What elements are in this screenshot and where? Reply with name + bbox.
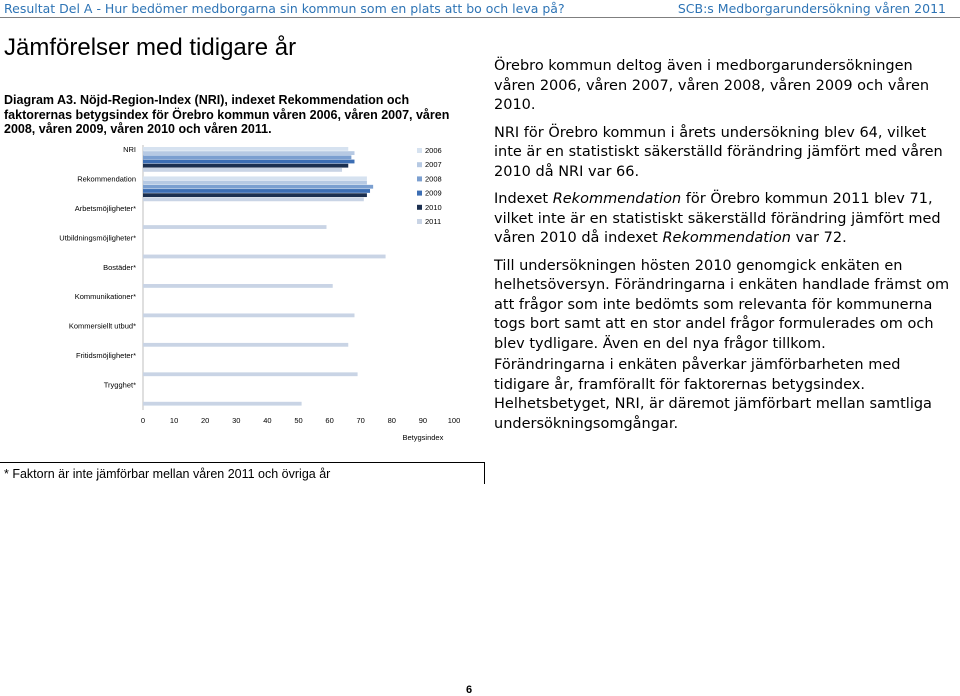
x-axis-label: Betygsindex xyxy=(402,433,444,442)
x-tick-label: 100 xyxy=(447,416,461,425)
category-label: Kommersiellt utbud* xyxy=(68,321,136,331)
legend-swatch-2009 xyxy=(417,191,422,196)
bar-2011 xyxy=(143,343,348,347)
legend-swatch-2011 xyxy=(417,219,422,224)
bar-2006 xyxy=(143,147,348,151)
x-tick-label: 90 xyxy=(418,416,428,425)
legend-label-2010: 2010 xyxy=(425,202,442,212)
text-fragment: Indexet xyxy=(494,191,553,207)
category-label: Fritidsmöjligheter* xyxy=(75,351,136,361)
bar-2011 xyxy=(143,255,386,259)
bar-2010 xyxy=(143,164,348,168)
header-left-text: Resultat Del A - Hur bedömer medborgarna sin kommun som en plats att bo och leva på? xyxy=(4,1,565,16)
category-label: Trygghet* xyxy=(103,380,136,390)
paragraph-comparability: Förändringarna i enkäten påverkar jämförbarheten med tidigare år, framförallt för faktorernas betygsindex. Helhetsbetyget, NRI, är däremot jämförbart mellan samtliga undersökningsomgångar. xyxy=(494,357,932,432)
bar-2010 xyxy=(143,193,367,197)
x-tick-label: 50 xyxy=(294,416,303,425)
bar-2007 xyxy=(143,151,354,155)
diagram-title: Diagram A3. Nöjd-Region-Index (NRI), indexet Rekommendation och faktorernas betygsindex för Örebro kommun våren 2006, våren 2007, våren 2008, våren 2009, våren 2010 och våren 2011. xyxy=(4,93,450,136)
x-tick-label: 60 xyxy=(325,416,334,425)
x-tick-label: 30 xyxy=(232,416,241,425)
italic-term: Rekommendation xyxy=(662,230,791,246)
x-tick-label: 0 xyxy=(140,416,146,425)
bar-chart xyxy=(0,140,480,470)
legend-label-2007: 2007 xyxy=(425,160,442,170)
bar-2006 xyxy=(143,176,367,180)
page-title: Jämförelser med tidigare år xyxy=(4,34,297,61)
category-label: Kommunikationer* xyxy=(74,292,136,302)
x-tick-label: 40 xyxy=(263,416,272,425)
italic-term: Rekommendation xyxy=(552,191,682,207)
bar-2008 xyxy=(143,155,351,159)
bar-2011 xyxy=(143,197,364,201)
header-divider xyxy=(0,17,960,18)
x-tick-label: 70 xyxy=(356,416,365,425)
footnote-box-top xyxy=(0,462,484,463)
bar-2007 xyxy=(143,181,367,185)
category-label: Utbildningsmöjligheter* xyxy=(59,233,136,243)
bar-2011 xyxy=(143,168,342,172)
x-tick-label: 80 xyxy=(387,416,396,425)
footnote-box-right xyxy=(484,462,485,484)
category-label: Bostäder* xyxy=(103,262,136,272)
paragraph-recommendation xyxy=(494,190,952,249)
page-number: 6 xyxy=(466,684,473,696)
bar-2011 xyxy=(143,284,333,288)
bar-2009 xyxy=(143,160,354,164)
legend-label-2008: 2008 xyxy=(425,174,442,184)
legend-swatch-2007 xyxy=(417,162,422,167)
bar-2011 xyxy=(143,372,358,376)
bar-2011 xyxy=(143,313,354,317)
x-tick-label: 20 xyxy=(201,416,210,425)
paragraph-nri: NRI för Örebro kommun i årets undersökning blev 64, vilket inte är en statistiskt säkerställd förändring jämfört med våren 2010 då NRI var 66. xyxy=(494,124,943,180)
legend-label-2011: 2011 xyxy=(425,217,442,226)
header-right-text: SCB:s Medborgarundersökning våren 2011 xyxy=(677,1,946,16)
text-fragment: för Örebro kommun 2011 blev 71, vilket inte är en statistiskt säkerställd förändring jämfört med våren 2010 då indexet xyxy=(494,191,941,246)
legend-swatch-2006 xyxy=(417,148,422,153)
category-label: Rekommendation xyxy=(77,174,136,184)
x-tick-label: 10 xyxy=(169,416,179,425)
legend-label-2006: 2006 xyxy=(425,146,442,155)
bar-2009 xyxy=(143,189,370,193)
bar-2011 xyxy=(143,225,326,229)
paragraph-survey-review: Till undersökningen hösten 2010 genomgick enkäten en helhetsöversyn. Förändringarna i enkäten handlade främst om att frågor som inte bedömts som relevanta för kommunerna togs bort samt att en stor andel frågor formulerades om och blev tydligare. Även en del nya frågor tillkom. xyxy=(494,257,950,352)
page-header xyxy=(0,0,960,18)
text-fragment: var 72. xyxy=(790,230,847,246)
legend-swatch-2010 xyxy=(417,205,422,210)
legend-swatch-2008 xyxy=(417,176,422,181)
bar-2008 xyxy=(143,185,373,189)
paragraph-participation: Örebro kommun deltog även i medborgarundersökningen våren 2006, våren 2007, våren 2008, våren 2009 och våren 2010. xyxy=(494,58,930,113)
category-label: Arbetsmöjligheter* xyxy=(74,203,136,213)
category-label: NRI xyxy=(123,145,136,154)
bar-2011 xyxy=(143,402,302,406)
legend-label-2009: 2009 xyxy=(425,188,442,198)
text-column xyxy=(494,57,952,442)
footnote: * Faktorn är inte jämförbar mellan våren 2011 och övriga år xyxy=(4,467,331,481)
